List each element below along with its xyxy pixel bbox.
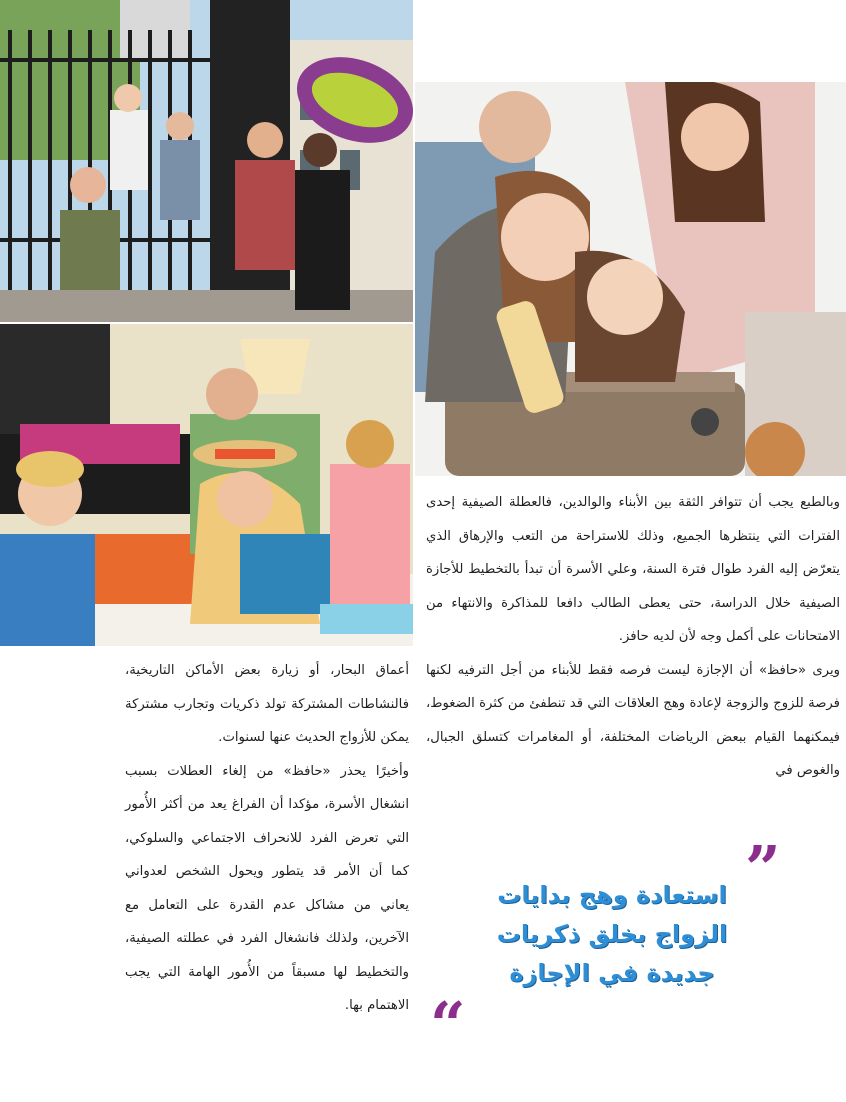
pull-quote-line: الزواج بخلق ذكريات — [496, 920, 728, 948]
family-packing-suitcase-photo — [0, 324, 413, 646]
article-paragraph: وبالطبع يجب أن تتوافر الثقة بين الأبناء والوالدين، فالعطلة الصيفية إحدى الفترات التي ينتظرها الجميع، وذلك للاستراحة من التعب والإرهاق الذي يتعرّض إليه الفرد طوال فترة السنة، وعلي الأسرة أن تبدأ بالتخطيط للأجازة الصيفية خلال الدراسة، حتى يعطى الطالب دافعا للمذاكرة والانتهاء من الامتحانات على أكمل وجه لأن لديه حافز. — [426, 495, 840, 644]
close-quote-mark: “ — [430, 988, 466, 1061]
open-quote-mark: ” — [745, 832, 781, 905]
article-left-column — [125, 654, 409, 1023]
article-paragraph: أعماق البحار، أو زيارة بعض الأماكن التاريخية، فالنشاطات المشتركة تولد ذكريات وتجارب مشتركة يمكن للأزواج الحديث عنها لسنوات. — [125, 663, 409, 745]
article-paragraph: وأخيرًا يحذر «حافظ» من إلغاء العطلات بسبب انشغال الأسرة، مؤكدا أن الفراغ يعد من أكثر الأُمور التي تعرض الفرد للانحراف الاجتماعي والسلوكي، كما أن الأمر قد يتطور ويحول الشخص لعدواني يعاني من مشاكل عدم القدرة على التعامل مع الآخرين، ولذلك فانشغال الفرد في عطلته الصيفية، والتخطيط لها مسبقاً من الأُمور الهامة التي يجب الاهتمام بها. — [125, 763, 409, 1013]
pull-quote-line: استعادة وهج بدايات — [497, 881, 727, 909]
family-at-historic-gate-photo — [0, 0, 413, 322]
pull-quote — [470, 876, 754, 993]
girls-on-suitcase-photo — [415, 82, 846, 476]
pull-quote-line: جديدة في الإجازة — [509, 959, 715, 987]
article-paragraph: ويرى «حافظ» أن الإجازة ليست فرصه فقط للأبناء من أجل الترفيه لكنها فرصة للزوج والزوجة لإعادة وهج العلاقات التي قد تنطفئ من كثرة الضغوط، فيمكنهما القيام ببعض الرياضات المختلفة، أو المغامرات كتسلق الجبال، والغوص في — [426, 662, 840, 778]
article-right-column — [426, 486, 840, 788]
